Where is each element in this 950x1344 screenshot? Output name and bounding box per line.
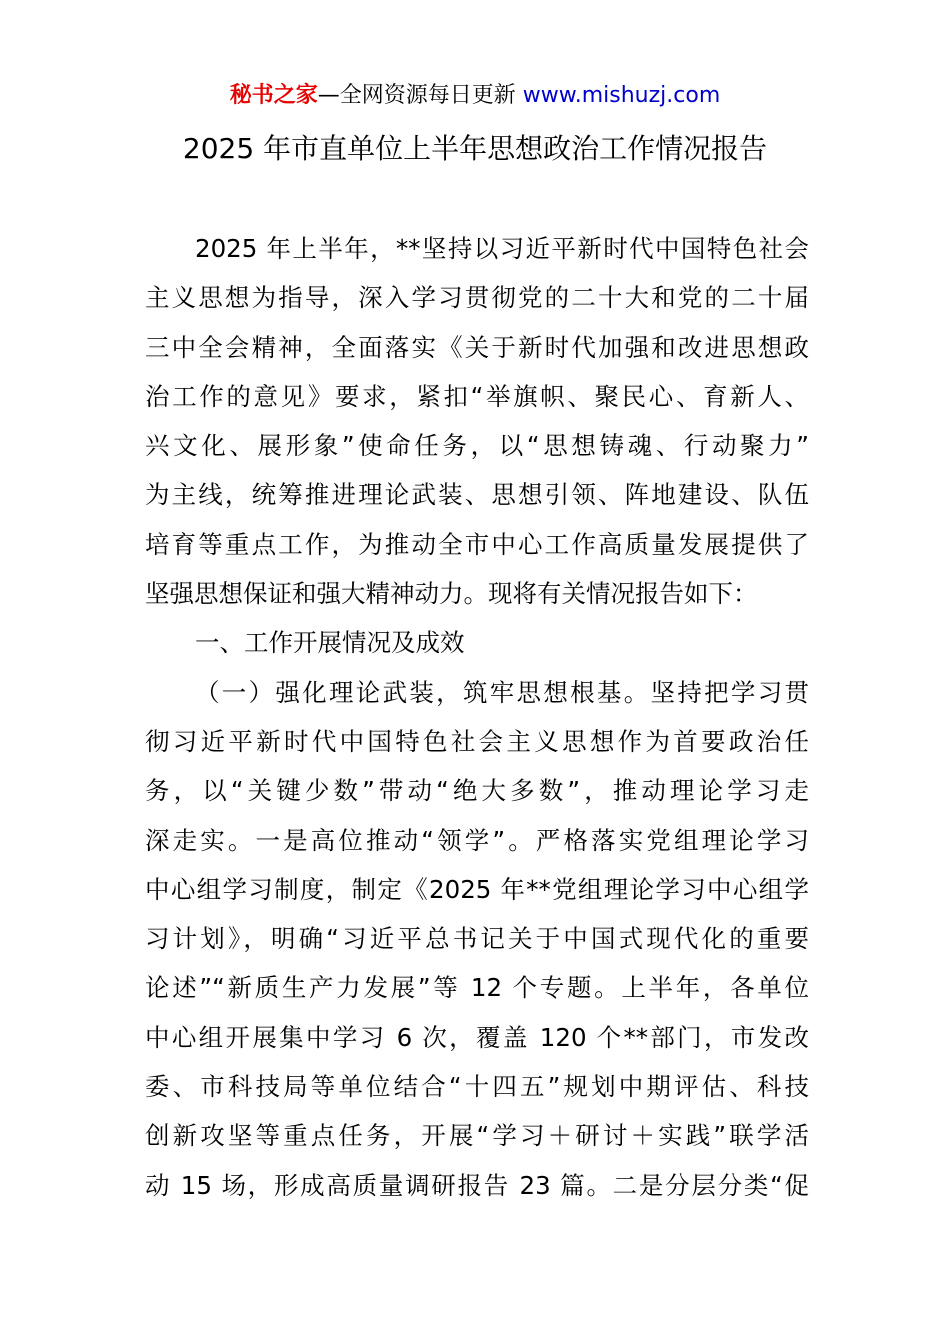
paragraph-line: 为主线，统筹推进理论武装、思想引领、阵地建设、队伍 [145, 480, 809, 510]
paragraph-line: 习计划》，明确“习近平总书记关于中国式现代化的重要 [145, 924, 809, 954]
site-brand: 秘书之家 [229, 83, 318, 108]
paragraph-line: 创新攻坚等重点任务，开展“学习＋研讨＋实践”联学活 [145, 1121, 809, 1151]
site-header [0, 80, 950, 112]
paragraph-line: 中心组开展集中学习 6 次，覆盖 120 个**部门，市发改 [145, 1022, 809, 1052]
site-url-link[interactable]: www.mishuzj.com [522, 83, 721, 108]
paragraph-line: 动 15 场，形成高质量调研报告 23 篇。二是分层分类“促 [145, 1170, 809, 1200]
paragraph-line: 论述”“新质生产力发展”等 12 个专题。上半年，各单位 [145, 973, 809, 1003]
paragraph-line: 2025 年上半年，**坚持以习近平新时代中国特色社会 [195, 234, 809, 263]
document-body [145, 224, 809, 1210]
section-heading: 一、工作开展情况及成效 [195, 628, 465, 658]
site-tagline: —全网资源每日更新 [317, 83, 523, 108]
paragraph-line: 治工作的意见》要求，紧扣“举旗帜、聚民心、育新人、 [145, 381, 809, 411]
paragraph-line: 坚强思想保证和强大精神动力。现将有关情况报告如下： [145, 579, 758, 609]
paragraph-line: 务，以“关键少数”带动“绝大多数”，推动理论学习走 [145, 776, 809, 806]
document-title: 2025 年市直单位上半年思想政治工作情况报告 [182, 132, 768, 165]
paragraph-line: 深走实。一是高位推动“领学”。严格落实党组理论学习 [145, 825, 809, 855]
paragraph-line: 主义思想为指导，深入学习贯彻党的二十大和党的二十届 [145, 283, 809, 313]
paragraph-line: 中心组学习制度，制定《2025 年**党组理论学习中心组学 [145, 874, 809, 904]
paragraph-line: 培育等重点工作，为推动全市中心工作高质量发展提供了 [145, 529, 809, 559]
paragraph-line: 三中全会精神，全面落实《关于新时代加强和改进思想政 [145, 332, 809, 362]
paragraph-line: 委、市科技局等单位结合“十四五”规划中期评估、科技 [145, 1072, 809, 1102]
paragraph-line: （一）强化理论武装，筑牢思想根基。坚持把学习贯 [195, 677, 809, 707]
paragraph-line: 兴文化、展形象”使命任务，以“思想铸魂、行动聚力” [145, 431, 809, 461]
paragraph-line: 彻习近平新时代中国特色社会主义思想作为首要政治任 [145, 726, 809, 756]
